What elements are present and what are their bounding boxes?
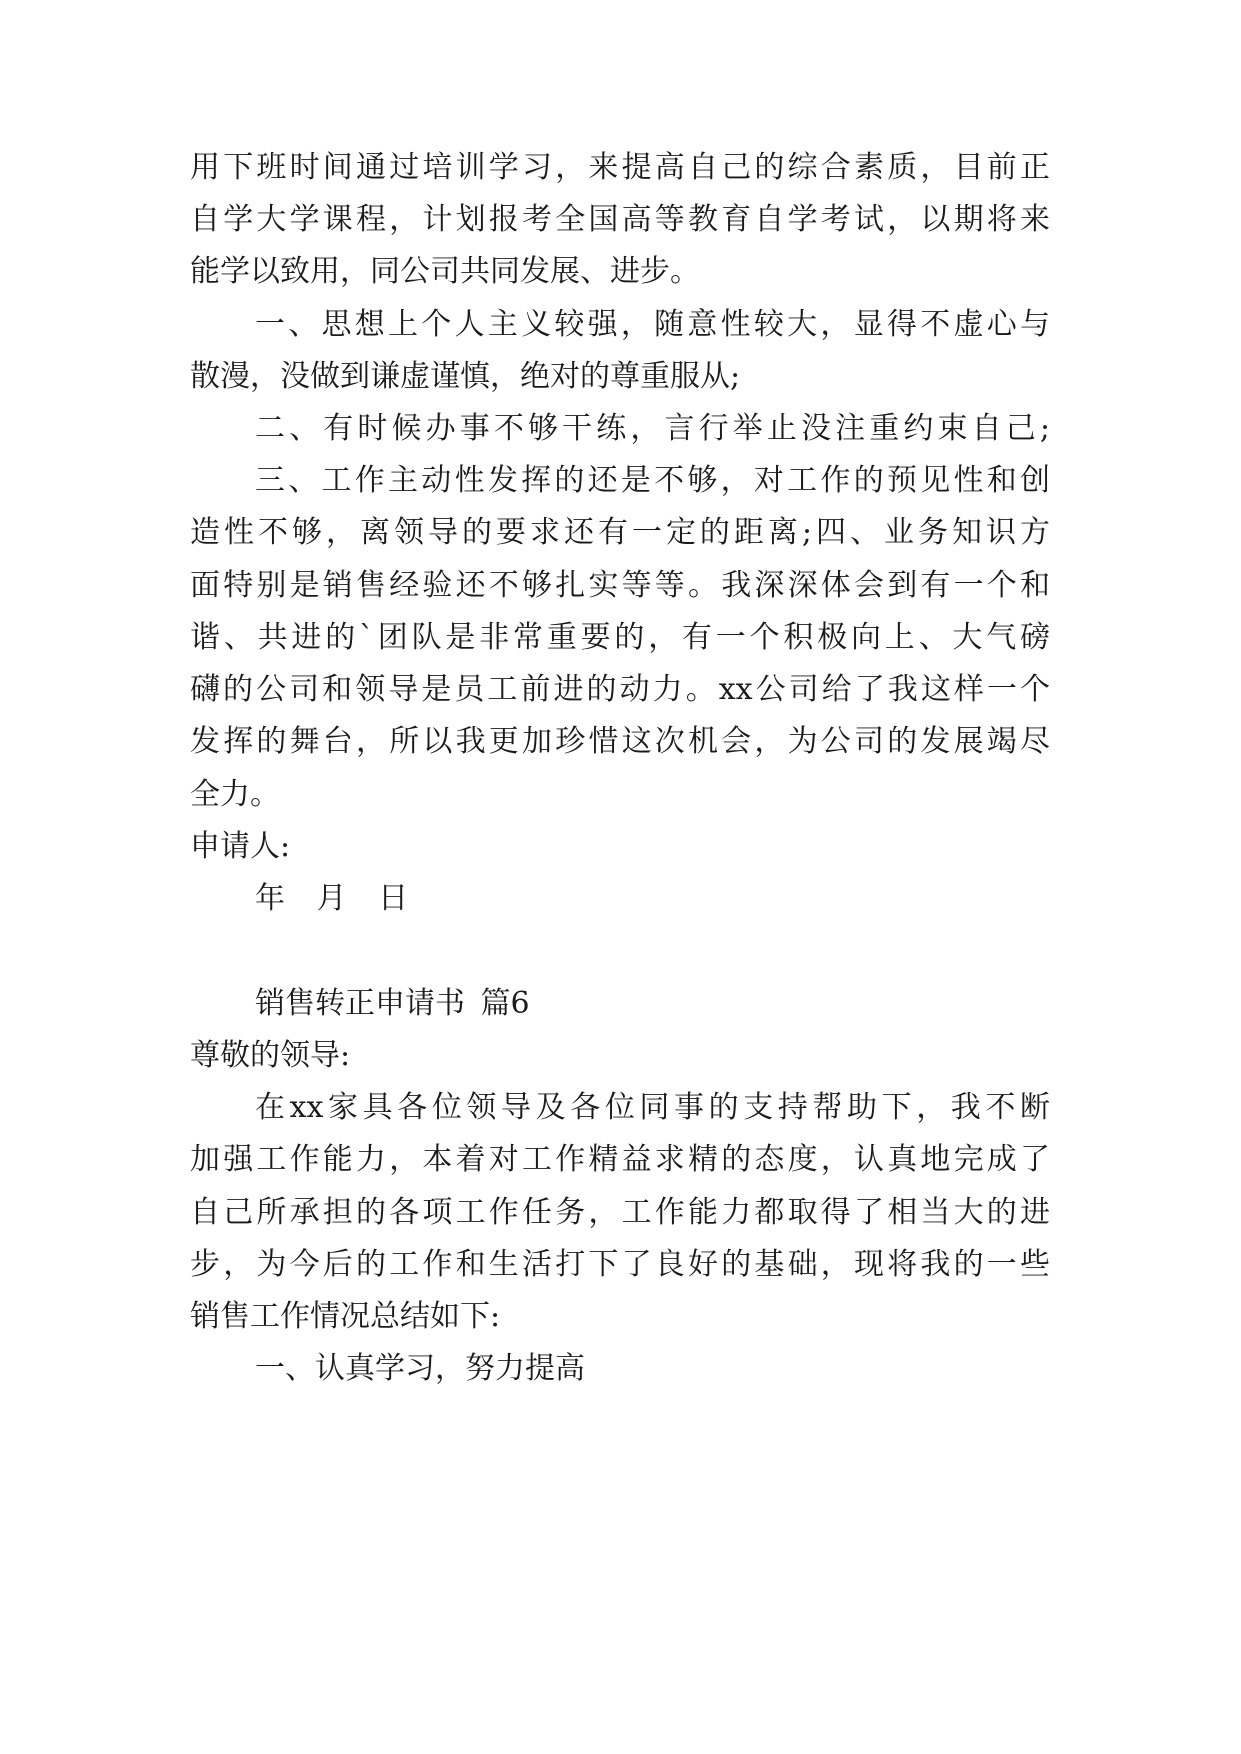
- point-3-line: 谐、共进的`团队是非常重要的，有一个积极向上、大气磅: [190, 620, 1050, 655]
- paragraph-line: 用下班时间通过培训学习，来提高自己的综合素质，目前正: [190, 150, 1050, 185]
- point-3-line: 发挥的舞台，所以我更加珍惜这次机会，为公司的发展竭尽: [190, 724, 1050, 759]
- point-3-line: 三、工作主动性发挥的还是不够，对工作的预见性和创: [255, 463, 1050, 498]
- paragraph-line: 能学以致用，同公司共同发展、进步。: [190, 254, 700, 289]
- body-line: 步，为今后的工作和生活打下了良好的基础，现将我的一些: [190, 1247, 1050, 1282]
- body-line: 在xx家具各位领导及各位同事的支持帮助下，我不断: [255, 1090, 1050, 1125]
- section-title: 销售转正申请书 篇6: [255, 986, 530, 1021]
- point-3-line: 礴的公司和领导是员工前进的动力。xx公司给了我这样一个: [190, 672, 1050, 707]
- paragraph-line: 自学大学课程，计划报考全国高等教育自学考试，以期将来: [190, 202, 1050, 237]
- body-line: 自己所承担的各项工作任务，工作能力都取得了相当大的进: [190, 1195, 1050, 1230]
- point-3-line: 全力。: [190, 777, 280, 812]
- applicant-label: 申请人:: [190, 829, 291, 864]
- point-3-line: 造性不够，离领导的要求还有一定的距离;四、业务知识方: [190, 515, 1050, 550]
- section-heading: 一、认真学习，努力提高: [255, 1351, 585, 1386]
- body-line: 销售工作情况总结如下:: [190, 1299, 501, 1334]
- point-1-line: 散漫，没做到谦虚谨慎，绝对的尊重服从;: [190, 359, 741, 394]
- salutation: 尊敬的领导:: [190, 1038, 351, 1073]
- date-line: 年 月 日: [255, 881, 409, 916]
- body-line: 加强工作能力，本着对工作精益求精的态度，认真地完成了: [190, 1142, 1050, 1177]
- point-1-line: 一、思想上个人主义较强，随意性较大，显得不虚心与: [255, 307, 1050, 342]
- point-3-line: 面特别是销售经验还不够扎实等等。我深深体会到有一个和: [190, 568, 1050, 603]
- point-2-line: 二、有时候办事不够干练，言行举止没注重约束自己;: [255, 411, 1050, 446]
